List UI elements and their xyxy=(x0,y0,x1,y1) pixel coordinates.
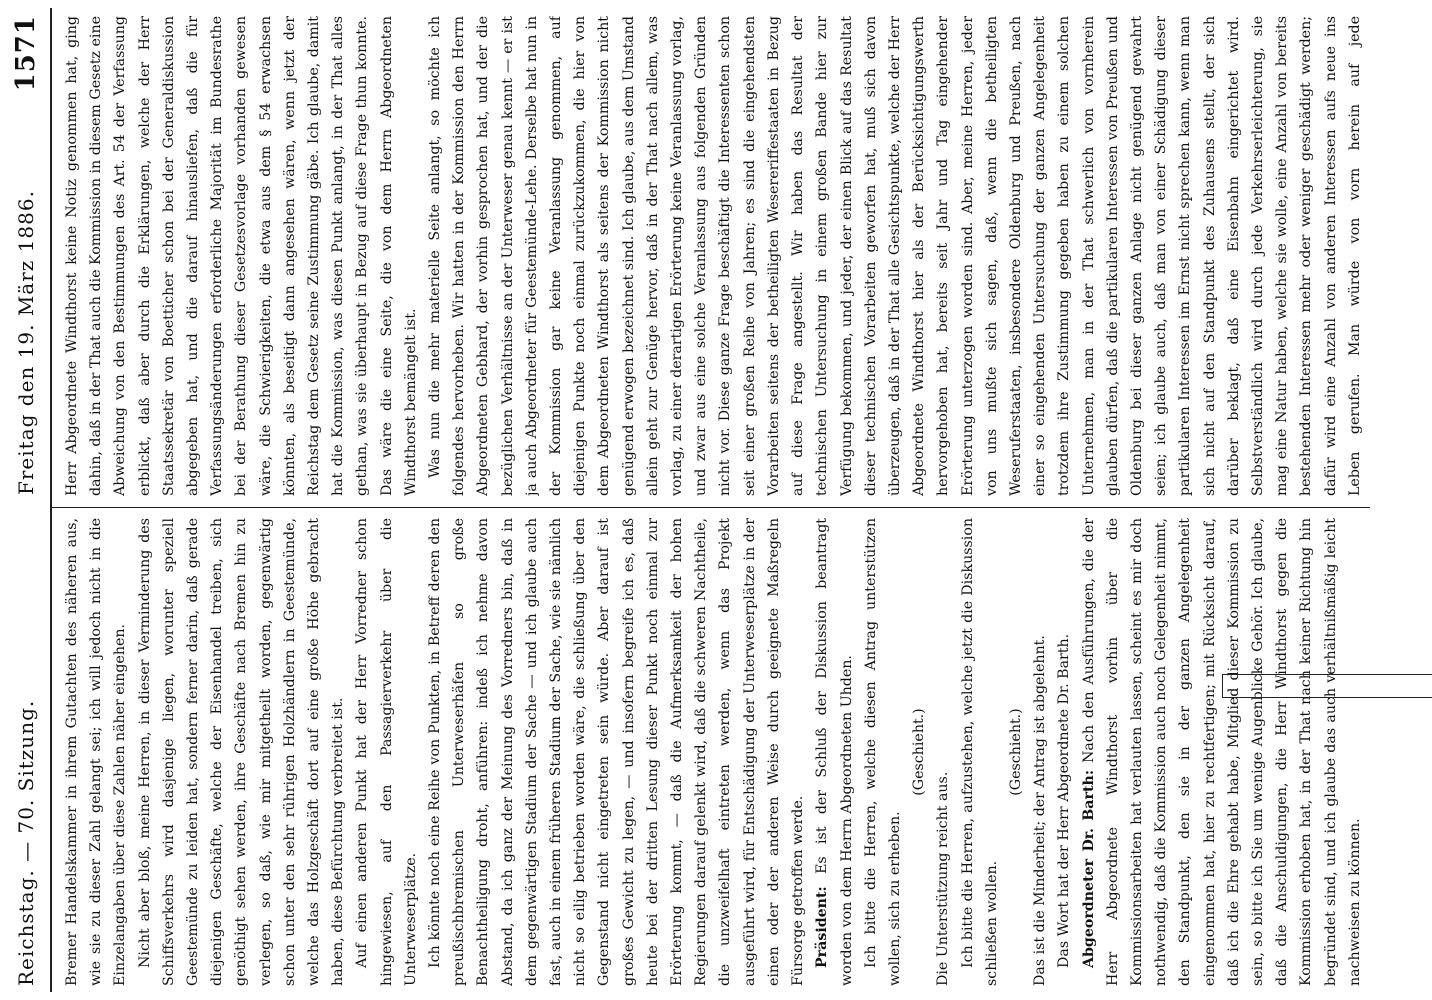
page-number: 1571 xyxy=(11,15,41,92)
paragraph: Das Wort hat der Herr Abgeordnete Dr. Barth. xyxy=(1056,633,1073,968)
paragraph: Auf einen anderen Punkt hat der Herr Vorredner schon hingewiesen, auf den Passagierverkehr über die Unterweserplätze. xyxy=(354,518,419,986)
paragraph: Ich bitte die Herren, aufzustehen, welche jetzt die Diskussion schließen wollen. xyxy=(959,518,1000,986)
column-divider xyxy=(52,507,1370,508)
paragraph: Ich könnte noch eine Reihe von Punkten, in Betreff deren den preußischbremischen Unterweserhäfen so große Benachtheiligung droht, anführen: indeß ich nehme davon Abstand, da ich ganz der Meinung des Vorredners bin, daß in dem gegenwärtigen Stadium der Sache — und ich glaube auch fast, auch in einem früheren Stadium der Sache, wie sie nämlich nicht so eilig betrieben worden wäre, die schließung über den Gegenstand nicht eingetreten sein würde. Aber darauf ist großes Gewicht zu legen, — und insofern begreife ich es, daß heute bei der dritten Lesung dieser Punkt noch einmal zur Erörterung kommt, — daß die Aufmerksamkeit der hohen Regierungen darauf gelenkt wird, daß die schweren Nachtheile, die unzweifelhaft eintreten werden, wenn das Projekt ausgeführt wird, für Entschädigung der Unterweserplätze in der einen oder der anderen Weise durch geeignete Maßregeln Fürsorge getroffen werde. xyxy=(427,518,807,986)
digitization-credit xyxy=(1408,0,1430,1000)
speaker-paragraph xyxy=(1077,518,1367,986)
paragraph: Bremer Handelskammer in ihrem Gutachten des näheren aus, wie sie zu dieser Zahl gelangt sei; ich will jedoch nicht in die Einzelangaben über diese Zahlen näher eingehen. xyxy=(64,518,129,986)
paragraph: Ich bitte die Herren, welche diesen Antrag unterstützen wollen, sich zu erheben. xyxy=(862,518,903,986)
speaker-label: Abgeordneter Dr. Barth: xyxy=(1080,769,1097,968)
paragraph xyxy=(1367,518,1370,986)
paragraph: Das ist die Minderheit; der Antrag ist abgelehnt. xyxy=(1032,635,1049,986)
speaker-label: Präsident: xyxy=(814,886,831,968)
stage-direction: (Geschieht.) xyxy=(911,708,928,796)
right-page-date: Freitag den 19. März 1886. xyxy=(14,190,38,495)
stage-direction: (Geschieht.) xyxy=(1007,708,1024,796)
dfg-logo xyxy=(1222,674,1432,698)
paragraph: Nicht aber bloß, meine Herren, in dieser Verminderung des Schiffsverkehrs wird dasjenige liegen, worunter speziell Geestemünde zu leiden hat, sondern ferner darin, daß gerade diejenigen Geschäfte, welche der Eisenhandel treiben, sich genöthigt sehen werden, ihre Geschäfte nach Bremen hin zu verlegen, so daß, wie mir mitgetheilt worden, gegenwärtig schon unter den sehr rührigen Holzhändlern in Geestemünde, welche das Holzgeschäft dort auf eine große Höhe gebracht haben, diese Befürchtung verbreitet ist. xyxy=(136,518,347,986)
left-text-column xyxy=(60,518,1370,986)
header-rule xyxy=(50,8,52,992)
right-page-header xyxy=(4,15,48,495)
paragraph: Die Unterstützung reicht aus. xyxy=(935,771,952,986)
paragraph: Herr Abgeordnete Windthorst keine Notiz genommen hat, ging dahin, daß in der That auch die Kommission in diesem Gesetz eine Abweichung von den Bestimmungen des Art. 54 der Verfassung erblickt, daß aber durch die Erklärungen, welche der Herr Staatssekretär von Boetticher schon bei der Generaldiskussion abgegeben hat, und die darauf hinausliefen, daß die für Verfassungsänderungen erforderliche Majorität im Bundesrathe bei der Berathung dieser Gesetzesvorlage vorhanden gewesen wäre, die Schwierigkeiten, die etwa aus dem § 54 erwachsen könnten, als beseitigt dann angesehen wären, wenn jetzt der Reichstag dem Gesetz seine Zustimmung gäbe. Ich glaube, damit hat die Kommission, was diesen Punkt anlangt, in der That alles gethan, was sie überhaupt in Bezug auf diese Frage thun konnte. Das wäre die eine Seite, die von dem Herrn Abgeordneten Windthorst bemängelt ist. xyxy=(64,16,419,496)
right-text-column xyxy=(60,16,1370,496)
speech-text: Nach den Ausführungen, die der Herr Abgeordnete Windthorst vorhin über die Kommissionsarbeiten hat verlauten lassen, scheint es mir doch nothwendig, daß die Kommission auch noch Gelegenheit nimmt, den Standpunkt, den sie in der ganzen Angelegenheit eingenommen hat, hier zu rechtfertigen; mit Rücksicht darauf, daß ich die Ehre gehabt habe, Mitglied dieser Kommission zu sein, so bitte ich Sie um wenige Augenblicke Gehör. Ich glaube, daß die Anschuldigungen, die Herr Windthorst gegen die Kommission erhoben hat, in der That nach keiner Richtung hin begründet sind, und ich glaube das auch verhältnißmäßig leicht nachweisen zu können. xyxy=(1080,518,1363,986)
left-page-title: Reichstag. — 70. Sitzung. xyxy=(14,699,38,986)
paragraph: Was nun die mehr materielle Seite anlangt, so möchte ich folgendes hervorheben. Wir hatten in der Kommission den Herrn Abgeordneten Gebhard, der vorhin gesprochen hat, und der die bezüglichen Verhältnisse an der Unterweser genau kennt — er ist ja auch Abgeordneter für Geestemünde-Lehe. Derselbe hat nun in der Kommission gar keine Veranlassung genommen, auf diejenigen Punkte noch einmal zurückzukommen, die hier von dem Abgeordneten Windthorst als seitens der Kommission nicht genügend erwogen bezeichnet sind. Ich glaube, aus dem Umstand allein geht zur Genüge hervor, daß in der That nach allem, was vorlag, zu einer derartigen Erörterung keine Veranlassung vorlag, und zwar aus eine solche Veranlassung aus folgenden Gründen nicht vor. Diese ganze Frage beschäftigt die Interessenten schon seit einer großen Reihe von Jahren; es sind die eingehendsten Vorarbeiten seitens der betheiligten Wesereriffestaaten in Bezug auf diese Frage angestellt. Wir haben das Resultat der technischen Untersuchung in einem großen Bande hier zur Verfügung bekommen, und jeder, der einen Blick auf das Resultat dieser technischen Vorarbeiten geworfen hat, muß sich davon überzeugen, daß in der That alle Gesichtspunkte, welche der Herr Abgeordnete Windthorst hier als der Berücksichtigungswerth hervorgehoben hat, bereits seit Jahr und Tag eingehender Erörterung unterzogen worden sind. Aber, meine Herren, jeder von uns mußte sich sagen, daß, wenn die betheiligten Weseruferstaaten, insbesondere Oldenburg und Preußen, nach einer so eingehenden Untersuchung der ganzen Angelegenheit trotzdem ihre Zustimmung gegeben haben zu einem solchen Unternehmen, man in der That schwerlich von vornherein glauben dürfen, daß die partikularen Interessen von Preußen und Oldenburg bei dieser ganzen Anlage nicht genügend gewahrt seien; ich glaube auch, daß man von einer Schädigung dieser partikularen Interessen im Ernst nicht sprechen kann, wenn man sich nicht auf den Standpunkt des Zuhausens stellt, der sich darüber beklagt, daß eine Eisenbahn eingerichtet wird. Selbstverständlich wird durch jede Verkehrserleichterung, sie mag eine Natur haben, welche sie wolle, eine Anzahl von bereits bestehenden Interessen mehr oder weniger geschädigt werden; dafür wird eine Anzahl von anderen Interessen aufs neue ins Leben gerufen. Man würde von vorn herein auf jede xyxy=(427,16,1363,496)
speech-text: Es ist der Schluß der Diskussion beantragt worden von dem Herrn Abgeordneten Uhden. xyxy=(814,518,855,986)
speaker-paragraph xyxy=(810,518,858,986)
left-page-header xyxy=(4,516,48,986)
